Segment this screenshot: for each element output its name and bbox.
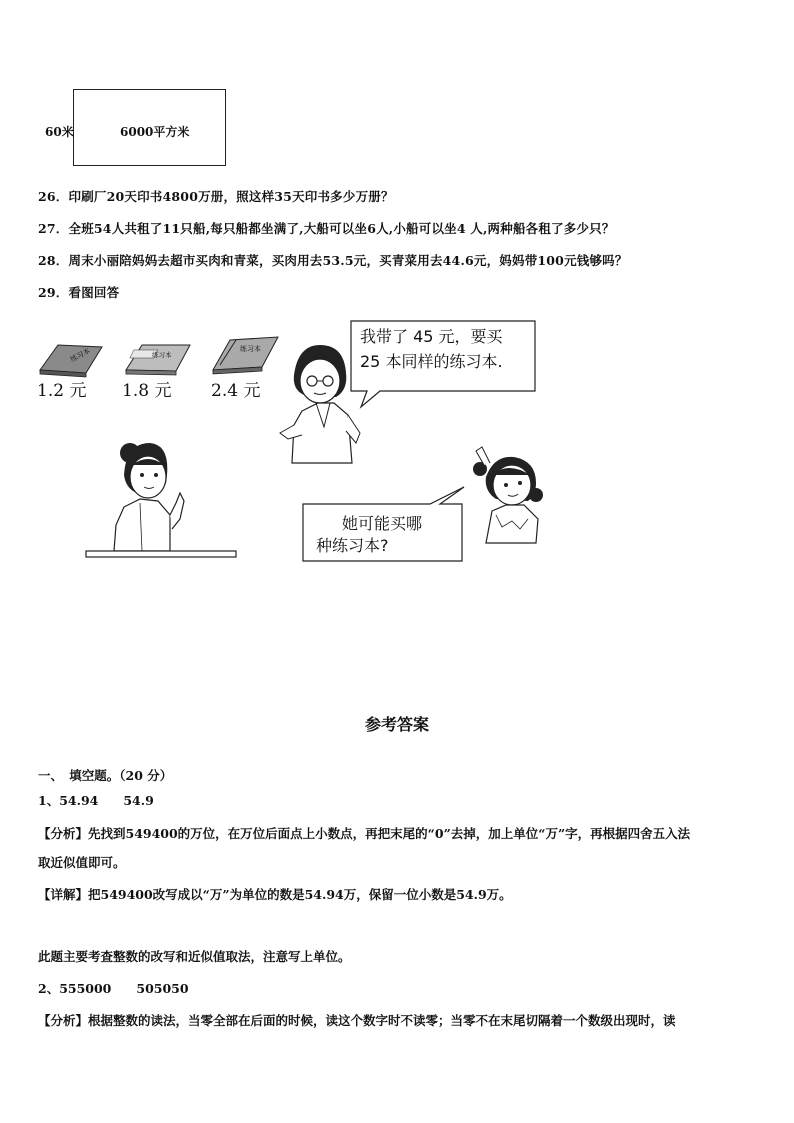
price-3: 2.4 元 [211,381,261,401]
notebook-3-label: 练习本 [240,345,261,353]
question-29 [38,283,119,301]
price-2: 1.8 元 [122,381,172,401]
notebook-1-label: 练习本 [69,346,92,364]
answers-title: 参考答案 [364,715,429,734]
illustration-scene [30,315,590,575]
note-1: 此题主要考查整数的改写和近似值取法，注意写上单位。 [38,949,351,964]
question-text: 周末小丽陪妈妈去超市买肉和青菜，买肉用去53.5元，买青菜用去44.6元，妈妈带100元钱够吗？ [68,253,628,268]
rectangle-side-label: 60米 [45,125,74,139]
analysis-2-line-1: 【分析】根据整数的读法，当零全部在后面的时候，读这个数字时不读零；当零不在末尾切隔着一个数级出现时，读 [38,1013,676,1028]
section-heading: 一、 填空题。（20 分） [38,768,173,783]
analysis-1-line-2: 取近似值即可。 [38,855,126,870]
answer-1: 1、54.94 54.9 [38,793,154,808]
question-27 [38,219,615,237]
question-26 [38,187,394,205]
price-1: 1.2 元 [37,381,87,401]
notebook-3-icon [213,337,278,374]
bubble-2-line-2: 种练习本? [316,536,389,555]
bubble-1-line-2: 25 本同样的练习本. [360,352,503,371]
question-28 [38,251,628,269]
child-figure-icon [473,447,543,543]
analysis-1-line-1: 【分析】先找到549400的万位，在万位后面点上小数点，再把末尾的“0”去掉，加上单位“万”字，再根据四舍五入法 [38,826,691,841]
question-text: 印刷厂20天印书4800万册，照这样35天印书多少万册？ [68,189,394,204]
bubble-2-line-1: 她可能买哪 [342,514,423,533]
bubble-1-line-1: 我带了 45 元，要买 [360,327,503,346]
answer-2: 2、555000 505050 [38,981,189,996]
teacher-figure-icon [280,345,360,463]
question-text: 看图回答 [68,285,120,300]
question-text: 全班54人共租了11只船,每只船都坐满了,大船可以坐6人,小船可以坐4 人,两种船各租了多少只？ [68,221,615,236]
notebook-1-icon [40,345,102,377]
question-number: 27． [38,221,69,236]
detail-1: 【详解】把549400改写成以“万”为单位的数是54.94万，保留一位小数是54.9万。 [38,887,512,902]
question-number: 29． [38,285,69,300]
notebook-2-icon [126,345,190,375]
rectangle-area-label: 6000平方米 [120,125,190,139]
question-number: 28． [38,253,69,268]
question-number: 26． [38,189,69,204]
notebook-2-label: 练习本 [152,351,172,359]
girl-figure-icon [86,443,236,557]
